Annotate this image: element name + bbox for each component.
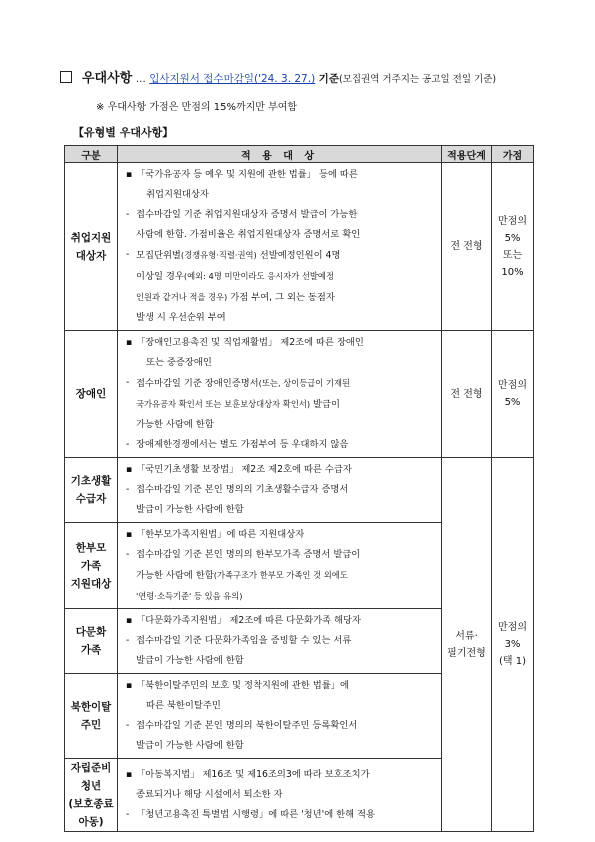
bullet-icon: ▪: [126, 337, 133, 348]
dash-icon: -: [126, 484, 130, 495]
shared-points: 만점의 3% (택 1): [492, 458, 534, 832]
deadline-link[interactable]: 입사지원서 접수마감일('24. 3. 27.): [149, 73, 316, 85]
preference-table: [64, 145, 534, 832]
row-category: 자립준비 청년 (보호종료 아동): [65, 759, 118, 832]
heading-title: 우대사항: [82, 71, 133, 86]
header-stage: 적용단계: [442, 146, 492, 163]
subnote: [96, 98, 297, 113]
reference-mark-icon: ※: [96, 102, 105, 113]
table-title: 【유형별 우대사항】: [73, 126, 174, 139]
section-heading: [60, 67, 496, 86]
row-category: 취업지원 대상자: [65, 163, 118, 331]
row-target: ▪ 「아동복지법」 제16조 및 제16조의3에 따라 보호조치가 종료되거나 해당 시설에서 퇴소한 자 - 「청년고용촉진 특별법 시행령」에 따른 '청년'에 한해 적용: [118, 759, 442, 832]
row-category: 기초생활 수급자: [65, 458, 118, 523]
bullet-icon: ▪: [126, 680, 133, 691]
table-row: [65, 331, 534, 458]
dash-icon: -: [126, 249, 130, 260]
dash-icon: -: [126, 377, 130, 388]
row-stage: 전 전형: [442, 331, 492, 458]
row-stage: 전 전형: [442, 163, 492, 331]
row-points: 만점의 5% 또는 10%: [492, 163, 534, 331]
header-category: 구분: [65, 146, 118, 163]
dash-icon: -: [126, 720, 130, 731]
row-target: ▪ 「국민기초생활 보장법」 제2조 제2호에 따른 수급자 - 접수마감일 기준 본인 명의의 기초생활수급자 증명서 발급이 가능한 사람에 한함: [118, 458, 442, 523]
row-category: 한부모 가족 지원대상: [65, 523, 118, 609]
dash-icon: -: [126, 809, 130, 820]
bullet-icon: ▪: [126, 169, 133, 180]
row-category: 다문화 가족: [65, 609, 118, 674]
dash-icon: -: [126, 209, 130, 220]
header-points: 가점: [492, 146, 534, 163]
bullet-icon: ▪: [126, 769, 133, 780]
row-target: ▪ 「한부모가족지원법」에 따른 지원대상자 - 접수마감일 기준 본인 명의의 한부모가족 증명서 발급이 가능한 사람에 한함(가족구조가 한부모 가족인 것 외에도 '연령·소득기준' 등 있음 유의): [118, 523, 442, 609]
dash-icon: -: [126, 635, 130, 646]
heading-note: (모집권역 거주지는 공고일 전일 기준): [338, 74, 497, 85]
row-target: ▪ 「북한이탈주민의 보호 및 정착지원에 관한 법률」에 따른 북한이탈주민 - 접수마감일 기준 본인 명의의 북한이탈주민 등록확인서 발급이 가능한 사람에 한함: [118, 674, 442, 759]
table-header-row: [65, 146, 534, 163]
heading-separator: …: [135, 74, 146, 85]
dash-icon: -: [126, 439, 130, 450]
checkbox-icon: [60, 71, 72, 83]
heading-basis: 기준: [318, 73, 339, 85]
subnote-text: 우대사항 가점은 만점의 15%까지만 부여함: [107, 102, 298, 113]
table-row: [65, 458, 534, 523]
row-category: 북한이탈 주민: [65, 674, 118, 759]
row-target: ▪ 「국가유공자 등 예우 및 지원에 관한 법률」 등에 따른 취업지원대상자 - 접수마감일 기준 취업지원대상자 증명서 발급이 가능한 사람에 한함. 가점비율은 취업지원대상자 증명서로 확인 - 모집단위별(경쟁유형·직렬·권역) 선발예정인원이 4명 이상일 경우(예외: 4명 미만이라도 응시자가 선발예정 인원과 같거나 적을 경우) 가점 부여, 그 외는 동점자 발생 시 우선순위 부여: [118, 163, 442, 331]
row-target: ▪ 「다문화가족지원법」 제2조에 따른 다문화가족 해당자 - 접수마감일 기준 다문화가족임을 증빙할 수 있는 서류 발급이 가능한 사람에 한함: [118, 609, 442, 674]
bullet-icon: ▪: [126, 464, 133, 475]
header-target: 적 용 대 상: [118, 146, 442, 163]
shared-stage: 서류· 필기전형: [442, 458, 492, 832]
bullet-icon: ▪: [126, 615, 133, 626]
table-row: [65, 163, 534, 331]
row-category: 장애인: [65, 331, 118, 458]
dash-icon: -: [126, 549, 130, 560]
row-points: 만점의 5%: [492, 331, 534, 458]
bullet-icon: ▪: [126, 529, 133, 540]
row-target: ▪ 「장애인고용촉진 및 직업재활법」 제2조에 따른 장애인 또는 중증장애인 - 접수마감일 기준 장애인증명서(또는, 상이등급이 기재된 국가유공자 확인서 또는 보훈보상대상자 확인서) 발급이 가능한 사람에 한함 - 장애제한경쟁에서는 별도 가점부여 등 우대하지 않음: [118, 331, 442, 458]
